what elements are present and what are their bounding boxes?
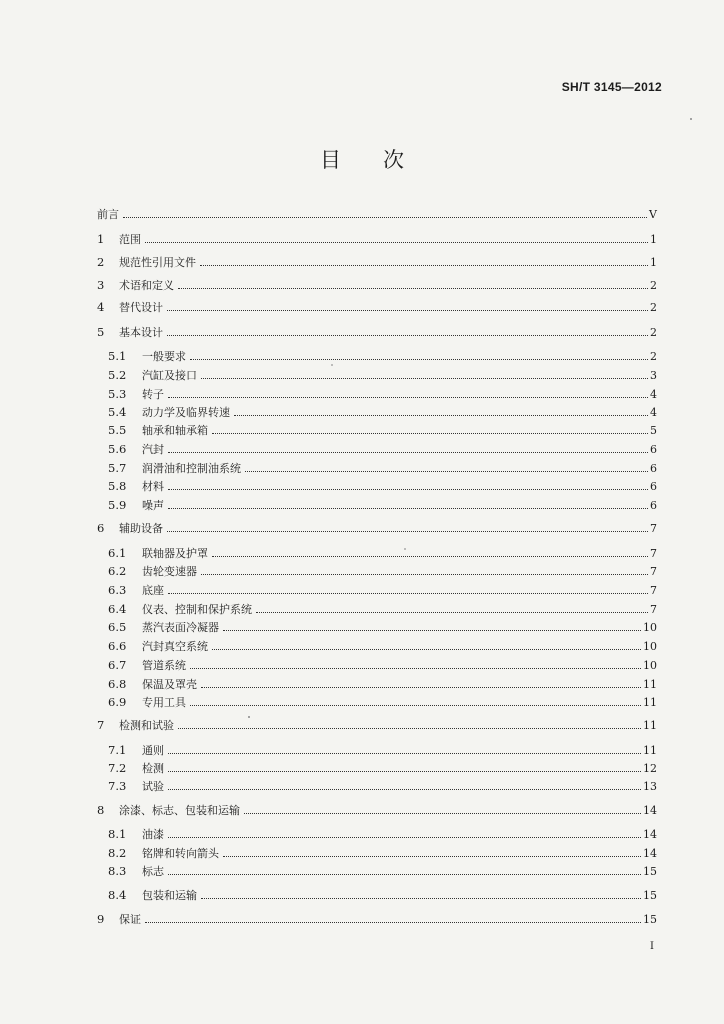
toc-entry-title: 保证: [119, 913, 141, 926]
toc-entry-page: 7: [650, 584, 657, 597]
toc-entry-number: 8.2: [108, 846, 127, 860]
toc-entry: [97, 231, 657, 248]
toc-entry-page: 2: [650, 326, 657, 339]
toc-entry-title: 一般要求: [142, 350, 186, 363]
toc-entry-page: 14: [643, 804, 657, 817]
toc-entry-page: 4: [650, 388, 657, 401]
toc-entry-number: 4: [97, 300, 105, 314]
scan-speck: [331, 364, 333, 366]
dot-leader: [168, 771, 641, 772]
dot-leader: [201, 574, 648, 575]
dot-leader: [256, 612, 648, 613]
toc-entry-title: 油漆: [142, 828, 164, 841]
toc-entry-page: 1: [650, 233, 657, 246]
toc-entry-page: 2: [650, 279, 657, 292]
toc-entry: [97, 404, 657, 421]
toc-entry: [97, 742, 657, 759]
dot-leader: [201, 687, 641, 688]
toc-entry-title: 汽封: [142, 443, 164, 456]
toc-entry: [97, 911, 657, 928]
toc-entry-number: 5.9: [108, 498, 127, 512]
toc-entry-page: 10: [643, 640, 657, 653]
dot-leader: [145, 922, 641, 923]
toc-entry-number: 5.7: [108, 461, 127, 475]
toc-entry-title: 检测: [142, 762, 164, 775]
toc-entry-title: 通则: [142, 744, 164, 757]
toc-entry-title: 润滑油和控制油系统: [142, 462, 241, 475]
toc-entry-number: 5.8: [108, 479, 127, 493]
toc-entry: [97, 717, 657, 734]
dot-leader: [245, 471, 648, 472]
toc-entry-title: 噪声: [142, 499, 164, 512]
toc-entry-number: 6.3: [108, 583, 127, 597]
toc-entry-page: 11: [643, 696, 657, 709]
toc-entry: [97, 694, 657, 711]
toc-entry: [97, 324, 657, 341]
toc-entry-title: 检测和试验: [119, 719, 174, 732]
toc-entry-page: 7: [650, 565, 657, 578]
toc-entry-page: 6: [650, 480, 657, 493]
toc-entry-number: 6.1: [108, 546, 127, 560]
toc-entry-number: 1: [97, 232, 105, 246]
toc-entry: [97, 497, 657, 514]
toc-entry-page: 7: [650, 547, 657, 560]
toc-entry-number: 7.3: [108, 779, 127, 793]
toc-entry-number: 6.2: [108, 564, 127, 578]
dot-leader: [168, 593, 648, 594]
toc-entry-number: 7.2: [108, 761, 127, 775]
toc-entry: [97, 386, 657, 403]
toc-entry-number: 9: [97, 912, 105, 926]
toc-heading: 目次: [320, 148, 446, 172]
toc-entry: [97, 657, 657, 674]
toc-entry-title: 涂漆、标志、包装和运输: [119, 804, 240, 817]
toc-entry-page: 6: [650, 499, 657, 512]
toc-entry: [97, 348, 657, 365]
toc-entry-number: 6.8: [108, 677, 127, 691]
toc-entry-number: 6.9: [108, 695, 127, 709]
toc-entry: [97, 254, 657, 271]
toc-entry-title: 替代设计: [119, 301, 163, 314]
toc-entry: [97, 619, 657, 636]
toc-entry-page: 2: [650, 350, 657, 363]
toc-entry-page: 2: [650, 301, 657, 314]
toc-entry-title: 基本设计: [119, 326, 163, 339]
toc-entry-number: 8.1: [108, 827, 127, 841]
dot-leader: [168, 397, 648, 398]
toc-entry-title: 专用工具: [142, 696, 186, 709]
toc-entry-title: 蒸汽表面冷凝器: [142, 621, 219, 634]
toc-entry-number: 7.1: [108, 743, 127, 757]
dot-leader: [168, 753, 641, 754]
toc-entry-title: 保温及罩壳: [142, 678, 197, 691]
toc-entry-title: 标志: [142, 865, 164, 878]
toc-entry: [97, 478, 657, 495]
dot-leader: [178, 288, 648, 289]
toc-entry-page: 3: [650, 369, 657, 382]
toc-entry-number: 6.4: [108, 602, 127, 616]
dot-leader: [168, 789, 641, 790]
toc-entry-page: 4: [650, 406, 657, 419]
toc-entry-number: 2: [97, 255, 105, 269]
toc-entry-title: 规范性引用文件: [119, 256, 196, 269]
dot-leader: [190, 359, 648, 360]
toc-entry: [97, 863, 657, 880]
dot-leader: [200, 265, 648, 266]
toc-entry-page: V: [649, 208, 657, 221]
toc-entry-number: 6.5: [108, 620, 127, 634]
toc-entry: [97, 676, 657, 693]
scan-speck: [690, 118, 692, 120]
toc-entry-page: 6: [650, 443, 657, 456]
toc-entry-page: 15: [643, 913, 657, 926]
toc-entry-page: 15: [643, 889, 657, 902]
toc-entry-title: 管道系统: [142, 659, 186, 672]
toc-entry-title: 术语和定义: [119, 279, 174, 292]
toc-entry-page: 15: [643, 865, 657, 878]
toc-entry-page: 5: [650, 424, 657, 437]
toc-entry-number: 6.7: [108, 658, 127, 672]
toc-entry-title: 底座: [142, 584, 164, 597]
toc-entry-page: 11: [643, 678, 657, 691]
scan-speck: [248, 716, 250, 718]
document-code: SH/T 3145—2012: [561, 80, 662, 94]
dot-leader: [223, 856, 641, 857]
toc-entry-title: 汽封真空系统: [142, 640, 208, 653]
dot-leader: [167, 310, 648, 311]
toc-entry: [97, 802, 657, 819]
toc-entry-number: 5.4: [108, 405, 127, 419]
scan-speck: [404, 548, 406, 550]
toc-entry: [97, 826, 657, 843]
toc-entry: [97, 520, 657, 537]
toc-entry-title: 前言: [97, 208, 119, 221]
toc-entry-number: 7: [97, 718, 105, 732]
dot-leader: [190, 668, 641, 669]
toc-entry: [97, 887, 657, 904]
toc-entry-number: 5.2: [108, 368, 127, 382]
toc-entry-page: 13: [643, 780, 657, 793]
dot-leader: [190, 705, 641, 706]
toc-entry-title: 铭牌和转向箭头: [142, 847, 219, 860]
toc-entry-page: 1: [650, 256, 657, 269]
toc-entry: [97, 638, 657, 655]
toc-entry: [97, 545, 657, 562]
dot-leader: [168, 874, 641, 875]
toc-entry-page: 12: [643, 762, 657, 775]
toc-entry-title: 齿轮变速器: [142, 565, 197, 578]
toc-entry-title: 轴承和轴承箱: [142, 424, 208, 437]
toc-entry-page: 14: [643, 847, 657, 860]
toc-entry: [97, 563, 657, 580]
toc-entry-title: 试验: [142, 780, 164, 793]
dot-leader: [244, 813, 641, 814]
toc-entry: [97, 277, 657, 294]
toc-entry-title: 动力学及临界转速: [142, 406, 230, 419]
toc-entry-number: 6.6: [108, 639, 127, 653]
toc-entry-number: 3: [97, 278, 105, 292]
dot-leader: [223, 630, 641, 631]
toc-entry: [97, 845, 657, 862]
toc-entry: [97, 760, 657, 777]
toc-entry-title: 包装和运输: [142, 889, 197, 902]
toc-entry-title: 汽缸及接口: [142, 369, 197, 382]
toc-entry-page: 11: [643, 744, 657, 757]
toc-entry-title: 材料: [142, 480, 164, 493]
dot-leader: [168, 452, 648, 453]
toc-entry-title: 转子: [142, 388, 164, 401]
dot-leader: [167, 531, 648, 532]
dot-leader: [167, 335, 648, 336]
dot-leader: [201, 898, 641, 899]
toc-entry-title: 仪表、控制和保护系统: [142, 603, 252, 616]
toc-entry: [97, 299, 657, 316]
toc-entry-title: 辅助设备: [119, 522, 163, 535]
toc-entry: [97, 582, 657, 599]
toc-entry-number: 6: [97, 521, 105, 535]
toc-entry-page: 14: [643, 828, 657, 841]
dot-leader: [201, 378, 648, 379]
toc-entry-number: 5.5: [108, 423, 127, 437]
dot-leader: [168, 508, 648, 509]
toc-entry: [97, 460, 657, 477]
toc-entry-number: 8: [97, 803, 105, 817]
toc-entry-number: 5: [97, 325, 105, 339]
toc-entry-number: 8.3: [108, 864, 127, 878]
toc-entry-number: 5.6: [108, 442, 127, 456]
toc-entry-title: 联轴器及护罩: [142, 547, 208, 560]
dot-leader: [178, 728, 641, 729]
page-number: I: [650, 941, 654, 952]
toc-entry-number: 5.1: [108, 349, 127, 363]
toc-entry: [97, 367, 657, 384]
toc-entry: [97, 441, 657, 458]
toc-entry-page: 7: [650, 603, 657, 616]
dot-leader: [212, 433, 648, 434]
dot-leader: [212, 649, 641, 650]
toc-entry-page: 7: [650, 522, 657, 535]
toc-entry-page: 10: [643, 621, 657, 634]
toc-entry: [97, 422, 657, 439]
toc-entry-page: 10: [643, 659, 657, 672]
dot-leader: [123, 217, 647, 218]
dot-leader: [212, 556, 648, 557]
toc-entry: [97, 778, 657, 795]
toc-entry-number: 5.3: [108, 387, 127, 401]
dot-leader: [168, 489, 648, 490]
toc-entry-number: 8.4: [108, 888, 127, 902]
dot-leader: [145, 242, 648, 243]
toc-entry-page: 6: [650, 462, 657, 475]
dot-leader: [168, 837, 641, 838]
toc-entry: [97, 207, 657, 223]
toc-entry-page: 11: [643, 719, 657, 732]
toc-entry: [97, 601, 657, 618]
toc-entry-title: 范围: [119, 233, 141, 246]
dot-leader: [234, 415, 648, 416]
